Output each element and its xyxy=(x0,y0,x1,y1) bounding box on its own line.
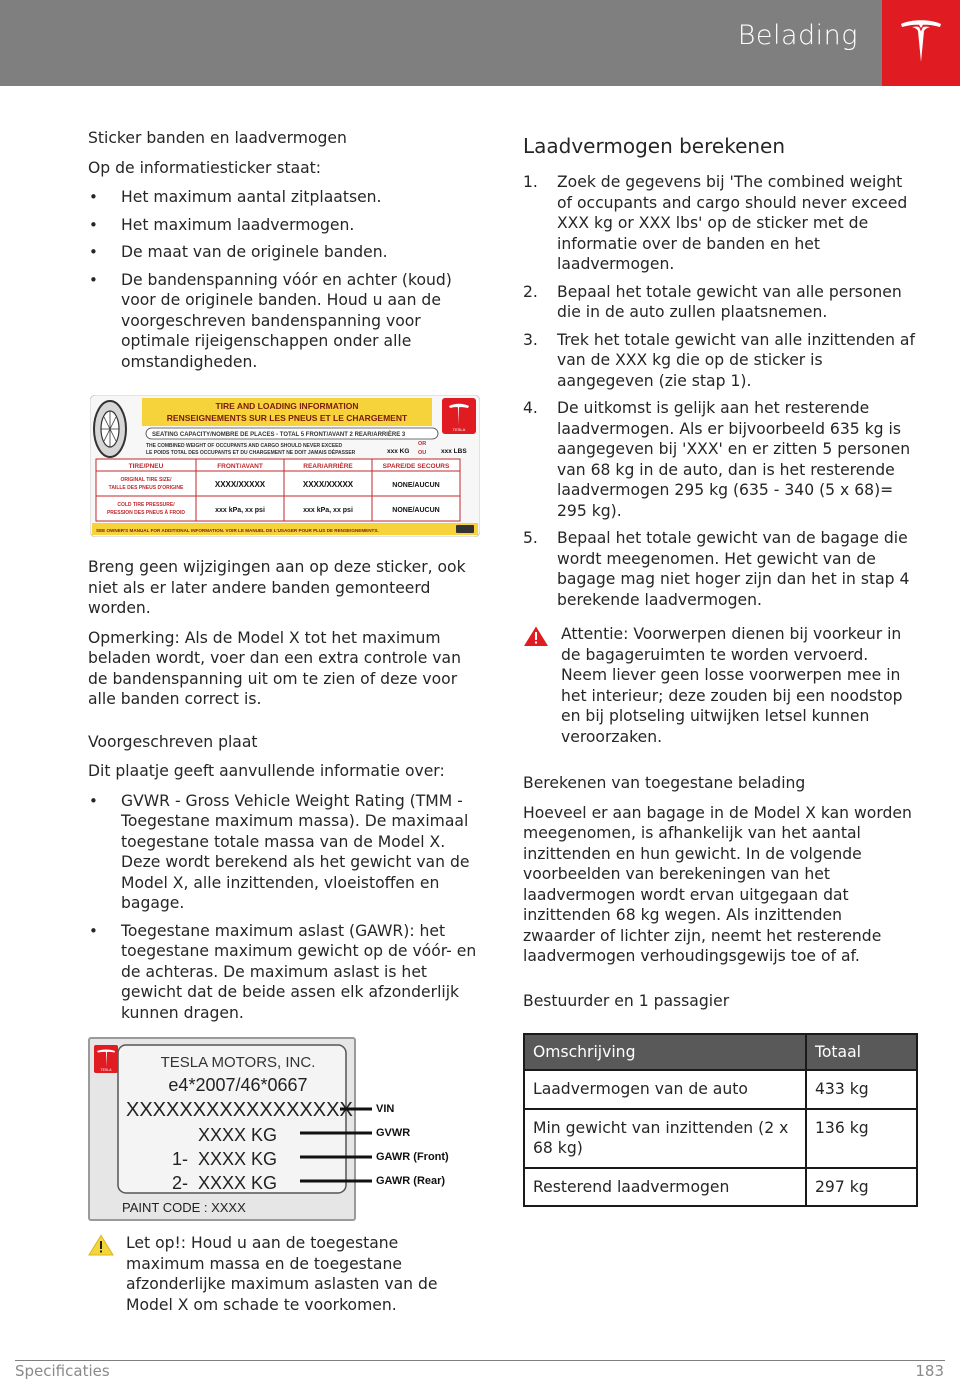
plate-brand: TESLA xyxy=(100,1068,112,1072)
tesla-logo-icon xyxy=(899,18,943,68)
col-rear: REAR/ARRIÈRE xyxy=(303,463,353,470)
sticker-title-en: TIRE AND LOADING INFORMATION xyxy=(215,401,359,411)
footer-section: Specificaties xyxy=(15,1362,110,1380)
plate-heading: Voorgeschreven plaat xyxy=(88,732,258,751)
sticker-brand: TESLA xyxy=(452,427,466,432)
rear-pressure: xxx kPa, xx psi xyxy=(303,507,353,514)
seating-capacity: SEATING CAPACITY/NOMBRE DE PLACES - TOTAL 5 FRONT/AVANT 2 REAR/ARRIÈRE 3 xyxy=(152,432,406,438)
table-cell: Min gewicht van inzittenden (2 x 68 kg) xyxy=(524,1109,806,1168)
or-en: OR xyxy=(418,441,427,447)
steps-list xyxy=(523,172,918,610)
load-calculation-table xyxy=(523,1033,918,1207)
page-number: 183 xyxy=(915,1362,944,1380)
col-front: FRONT/AVANT xyxy=(217,463,263,470)
front-size: XXXX/XXXXX xyxy=(214,480,266,489)
step-text: Zoek de gegevens bij 'The combined weight of occupants and cargo should never exceed XXX kg or XXX lbs' op de sticker met de informatie over de banden en het laadvermogen. xyxy=(557,173,908,273)
row-pressure-label-en: COLD TIRE PRESSURE/ xyxy=(117,502,175,508)
list-item xyxy=(523,330,918,392)
sticker-title-fr: RENSEIGNEMENTS SUR LES PNEUS ET LE CHARGEMENT xyxy=(166,413,408,423)
list-item: • De bandenspanning vóór en achter (koud) voor de originele banden. Houd u aan de voorgeschreven bandenspanning voor optimale rijeigenschappen onder alle omstandigheden. xyxy=(88,270,480,373)
tire-loading-sticker-image xyxy=(90,395,480,537)
step-text: Bepaal het totale gewicht van de bagage die wordt meegenomen. Het gewicht van de bagage mag niet hoger zijn dan het in stap 4 berekende laadvermogen. xyxy=(557,529,910,609)
or-fr: OU xyxy=(418,450,427,456)
plate-vin-value: XXXXXXXXXXXXXXXXX xyxy=(126,1099,353,1121)
warning-text: Attentie: Voorwerpen dienen bij voorkeur in de bagageruimten te worden vervoerd. Neem liever geen losse voorwerpen mee in het interieur; deze zouden bij een noodstop en bij plotseling uitwijken letsel kunnen veroorzaken. xyxy=(561,625,903,746)
spare-size: NONE/AUCUN xyxy=(392,482,440,489)
header-description: Omschrijving xyxy=(524,1034,806,1070)
list-item xyxy=(523,172,918,275)
label-gawr-rear: GAWR (Rear) xyxy=(376,1175,446,1187)
row-size-label-en: ORIGINAL TIRE SIZE/ xyxy=(120,477,172,483)
combined-weight-en: THE COMBINED WEIGHT OF OCCUPANTS AND CARGO SHOULD NEVER EXCEED xyxy=(146,443,343,449)
step-number: 4. xyxy=(523,399,538,417)
left-column xyxy=(88,128,480,1327)
rear-size: XXXX/XXXXX xyxy=(302,480,354,489)
calc-heading: Berekenen van toegestane belading xyxy=(523,774,806,792)
table-cell: 136 kg xyxy=(806,1109,917,1168)
header-total: Totaal xyxy=(806,1034,917,1070)
list-item xyxy=(523,282,918,323)
plate-list xyxy=(88,791,480,1024)
page-header xyxy=(0,0,960,86)
label-vin: VIN xyxy=(376,1103,395,1115)
weight-lbs: xxx LBS xyxy=(441,448,467,455)
list-item: • Het maximum laadvermogen. xyxy=(88,215,480,236)
list-item: • GVWR - Gross Vehicle Weight Rating (TMM - Toegestane maximum massa). De maximaal toegestane totale massa van de Model X. Deze wordt berekend als het gewicht van de Model X, alle inzittenden, vloeistoffen en bagage. xyxy=(88,791,480,914)
step-number: 1. xyxy=(523,173,538,191)
step-text: Bepaal het totale gewicht van alle personen die in de auto zullen plaatsnemen. xyxy=(557,282,902,321)
list-item xyxy=(523,528,918,610)
caution-icon xyxy=(88,1234,114,1256)
tire-icon xyxy=(94,401,126,457)
plate-maker: TESLA MOTORS, INC. xyxy=(160,1054,316,1071)
list-item xyxy=(523,398,918,521)
example-heading: Bestuurder en 1 passagier xyxy=(523,991,730,1010)
sticker-intro: Op de informatiesticker staat: xyxy=(88,158,322,177)
front-pressure: xxx kPa, xx psi xyxy=(215,507,265,514)
table-row xyxy=(524,1109,917,1168)
step-number: 2. xyxy=(523,282,538,301)
sticker-list xyxy=(88,187,480,372)
section-heading: Laadvermogen berekenen xyxy=(523,134,786,158)
col-tire: TIRE/PNEU xyxy=(128,463,164,470)
table-row xyxy=(524,1168,917,1207)
plate-intro: Dit plaatje geeft aanvullende informatie over: xyxy=(88,762,445,780)
warning-icon xyxy=(523,625,549,647)
caution-note xyxy=(88,1233,480,1315)
table-header-row xyxy=(524,1034,917,1070)
step-text: Trek het totale gewicht van alle inzittenden af van de XXX kg die op de sticker is aangegeven (zie stap 1). xyxy=(557,330,915,390)
step-text: De uitkomst is gelijk aan het resterende laadvermogen. Als er bijvoorbeeld 635 kg is aangegeven bij 'XXX' en er zitten 5 personen van 68 kg in de auto, dan is het resterende laadvermogen 295 kg (635 - 340 (5 x 68)= 295 kg). xyxy=(557,399,911,520)
plate-axle1-prefix: 1- xyxy=(172,1149,189,1169)
plate-paint-code: PAINT CODE : XXXX xyxy=(122,1200,246,1215)
footer-divider xyxy=(15,1360,945,1361)
list-item: • De maat van de originele banden. xyxy=(88,242,480,263)
right-column xyxy=(523,130,918,1207)
vehicle-plate-image xyxy=(88,1037,480,1223)
row-pressure-label-fr: PRESSION DES PNEUS À FROID xyxy=(106,510,186,516)
calc-paragraph: Hoeveel er aan bagage in de Model X kan worden meegenomen, is afhankelijk van het aantal inzittenden en hun gewicht. In de volgende voorbeelden van berekeningen van het laadvermogen wordt ervan uitgegaan dat inzittenden 68 kg wegen. Als inzittenden zwaarder of lichter zijn, neemt het resterende laadvermogen verhoudingsgewijs toe of af. xyxy=(523,803,912,965)
plate-approval: e4*2007/46*0667 xyxy=(168,1075,308,1095)
step-number: 3. xyxy=(523,330,538,349)
table-cell: 297 kg xyxy=(806,1168,917,1207)
list-item: • Toegestane maximum aslast (GAWR): het toegestane maximum gewicht op de vóór- en de achteras. De maximum aslast is het gewicht dat de beide assen elk afzonderlijk kunnen dragen. xyxy=(88,921,480,1024)
label-gvwr: GVWR xyxy=(376,1127,411,1139)
table-cell: Resterend laadvermogen xyxy=(524,1168,806,1207)
warning-note xyxy=(523,624,918,747)
row-size-label-fr: TAILLE DES PNEUS D'ORIGINE xyxy=(108,485,184,491)
plate-axle1-value: XXXX KG xyxy=(198,1149,278,1169)
table-cell: Laadvermogen van de auto xyxy=(524,1070,806,1109)
spare-pressure: NONE/AUCUN xyxy=(392,507,440,514)
weight-kg: xxx KG xyxy=(387,448,410,455)
combined-weight-fr: LE POIDS TOTAL DES OCCUPANTS ET DU CHARGEMENT NE DOIT JAMAIS DÉPASSER xyxy=(146,450,356,456)
label-gawr-front: GAWR (Front) xyxy=(376,1151,449,1163)
table-cell: 433 kg xyxy=(806,1070,917,1109)
plate-axle2-value: XXXX KG xyxy=(198,1173,278,1193)
step-number: 5. xyxy=(523,529,538,547)
section-title: Belading xyxy=(737,20,858,51)
col-spare: SPARE/DE SECOURS xyxy=(382,463,450,470)
sticker-note-text: Opmerking: Als de Model X tot het maximum beladen wordt, voer dan een extra controle van de bandenspanning uit om te zien of deze voor alle banden correct is. xyxy=(88,628,461,708)
plate-gvwr-value: XXXX KG xyxy=(198,1125,278,1145)
caution-text: Let op!: Houd u aan de toegestane maximum massa en de toegestane afzonderlijke maximum aslasten van de Model X om schade te voorkomen. xyxy=(126,1234,438,1314)
brand-logo xyxy=(882,0,960,86)
sticker-footer: SEE OWNER'S MANUAL FOR ADDITIONAL INFORMATION. VOIR LE MANUEL DE L'USAGER POUR PLUS DE RENSEIGNEMENTS. xyxy=(96,528,379,533)
table-row xyxy=(524,1070,917,1109)
list-item: • Het maximum aantal zitplaatsen. xyxy=(88,187,480,208)
plate-axle2-prefix: 2- xyxy=(172,1173,189,1193)
sticker-heading: Sticker banden en laadvermogen xyxy=(88,129,347,147)
sticker-warning-text: Breng geen wijzigingen aan op deze sticker, ook niet als er later andere banden gemonteerd worden. xyxy=(88,558,466,617)
